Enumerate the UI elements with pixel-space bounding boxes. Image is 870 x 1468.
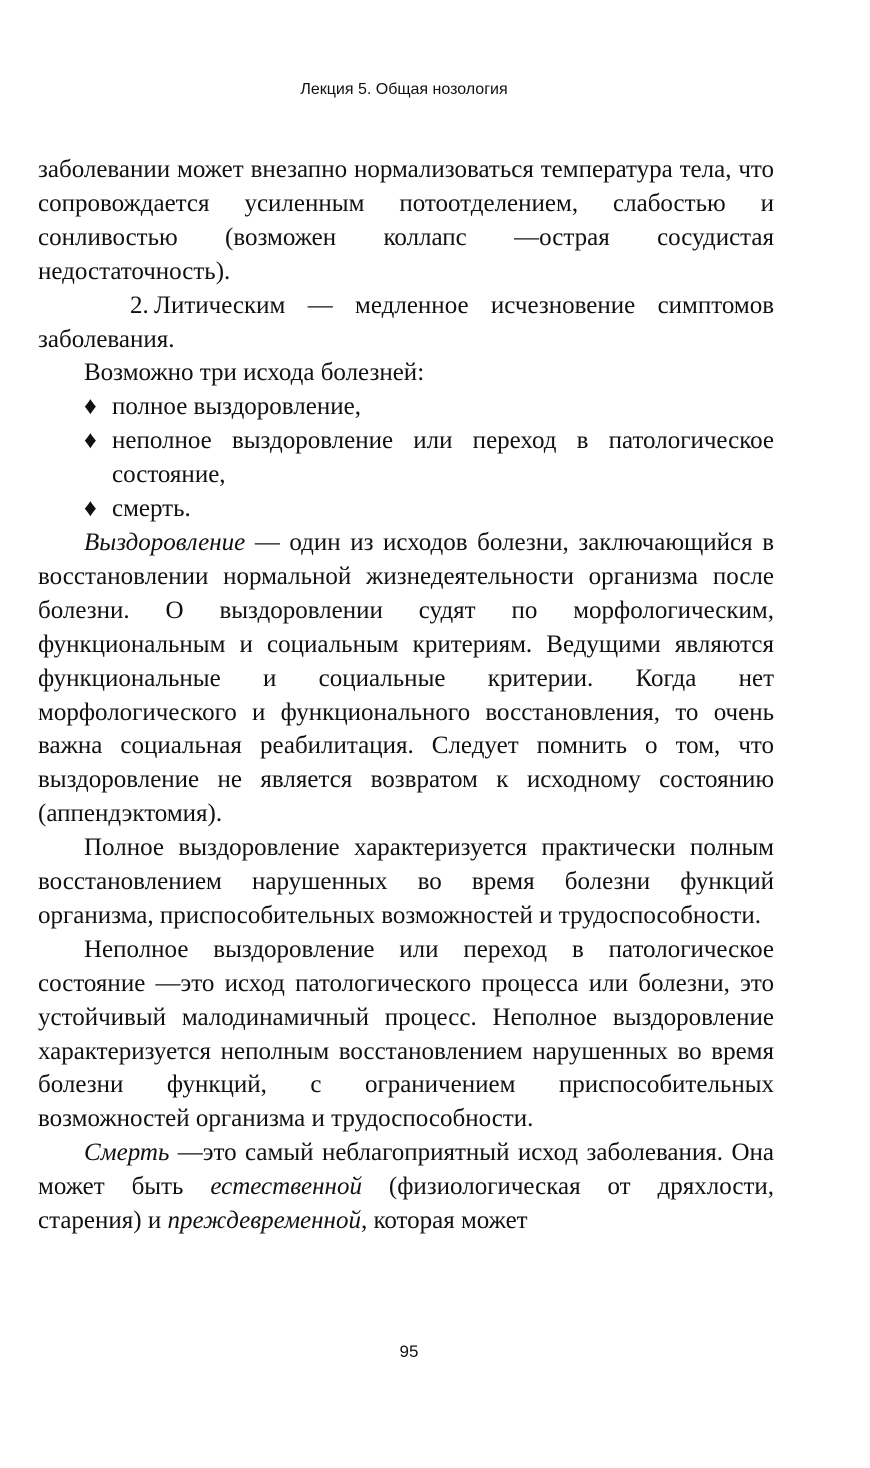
list-item-text: полное выздоровление, [112,393,361,421]
list-item-text: смерть. [112,495,191,523]
lytic-text: Литическим — медленное исчезновение симптомов заболевания. [38,291,774,353]
paragraph-fever-continuation: заболевании может внезапно нормализоваться температура тела, что сопровождается усиленным потоотделением, слабостью и сонливостью (возможен коллапс —острая сосудистая недостаточность). [38,156,774,285]
paragraph-death [38,1136,774,1238]
death-text-b: (физиологическая от дряхлости, старения) и [38,1173,775,1235]
page-number: 95 [399,1342,419,1361]
term-premature: преждевременной, [167,1207,368,1235]
paragraph-incomplete-recovery: Неполное выздоровление или переход в патологическое состояние —это исход патологического процесса или болезни, это устойчивый малодинамичный процесс. Неполное выздоровление характеризуется неполным восстановлением нарушенных во время болезни функций, с ограничением приспособительных возможностей организма и трудоспособности. [38,935,774,1133]
term-natural: естественной [210,1173,362,1201]
paragraph-full-recovery: Полное выздоровление характеризуется практически полным восстановлением нарушенных во время болезни функций организма, приспособительных возможностей и трудоспособности. [38,834,774,929]
list-item [38,424,774,492]
page-body [38,153,774,1238]
paragraph-recovery [38,526,774,831]
death-text-a: —это самый неблагоприятный исход заболевания. Она может быть [38,1139,774,1201]
paragraph-outcomes-intro: Возможно три исхода болезней: [84,359,425,387]
list-item-text: неполное выздоровление или переход в патологическое состояние, [112,427,774,489]
death-text-c: которая может [367,1207,528,1235]
list-item [38,390,774,424]
diamond-bullet-icon: ♦ [84,427,97,455]
recovery-text: — один из исходов болезни, заключающийся в восстановлении нормальной жизнедеятельности организма после болезни. О выздоровлении судят по морфологическим, функциональным и социальным критериям. Ведущими являются функциональные и социальные критерии. Когда нет морфологического и функционального восстановления, то очень важна социальная реабилитация. Следует помнить о том, что выздоровление не является возвратом к исходному состоянию (аппендэктомия). [38,528,774,828]
diamond-bullet-icon: ♦ [84,393,97,421]
term-recovery: Выздоровление [84,528,246,556]
paragraph-lytic [38,289,774,357]
list-number: 2. [130,291,149,319]
outcomes-list [38,390,774,526]
list-item [38,492,774,526]
running-head: Лекция 5. Общая нозология [300,81,508,98]
diamond-bullet-icon: ♦ [84,495,97,523]
term-death: Смерть [84,1139,170,1167]
